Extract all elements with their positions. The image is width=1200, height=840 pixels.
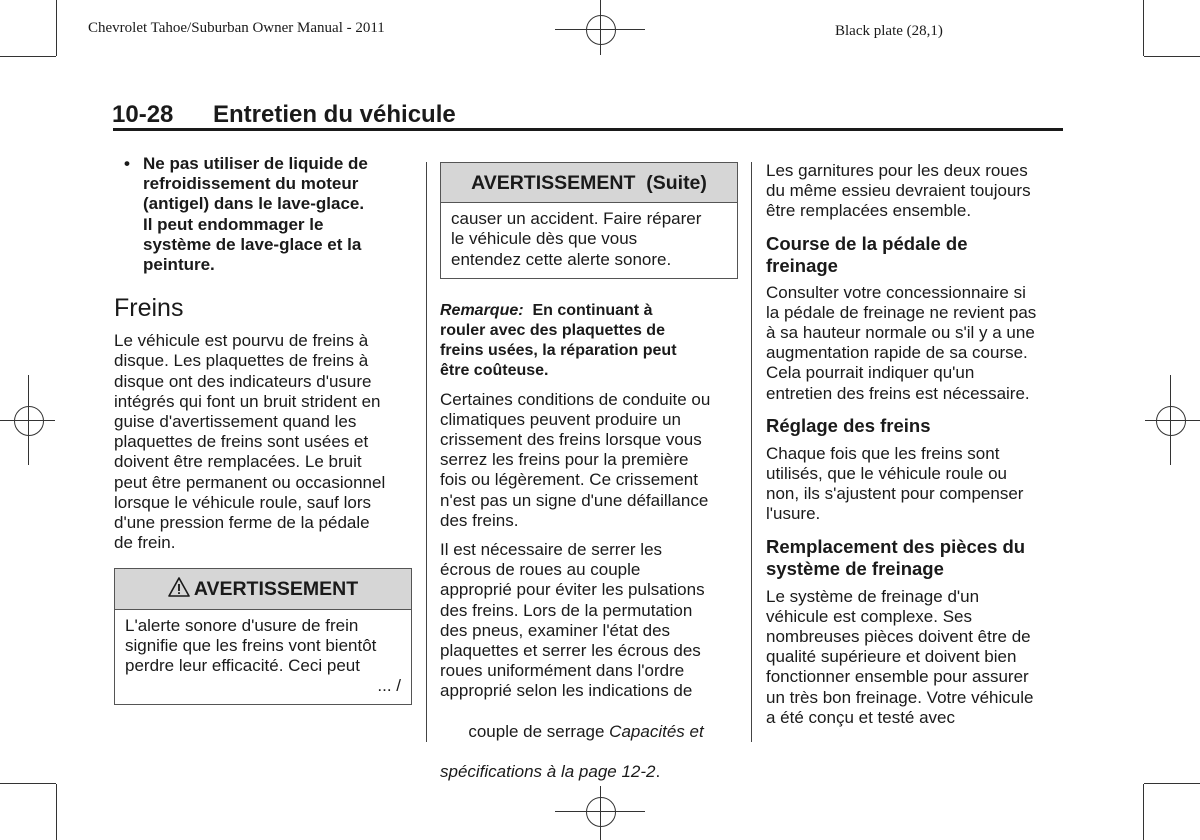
line: des freins. — [440, 510, 519, 530]
line: L'alerte sonore d'usure de frein — [125, 615, 359, 635]
line: perdre leur efficacité. Ceci peut — [125, 656, 360, 676]
line: . — [655, 762, 661, 782]
crop-mark — [56, 784, 57, 840]
line: Consulter votre concessionnaire si — [766, 282, 1026, 302]
heading-reglage: Réglage des freins — [766, 414, 931, 436]
line: approprié selon les indications de — [440, 681, 693, 701]
column-divider — [751, 162, 752, 742]
line: Il peut endommager le — [143, 214, 324, 234]
line: qualité supérieure et doivent bien — [766, 647, 1017, 667]
continued-marker: ... / — [377, 676, 401, 696]
crop-mark — [1143, 784, 1144, 840]
line: utilisés, que le véhicule roule ou — [766, 464, 1007, 484]
line: des pneus, examiner l'état des — [440, 620, 671, 640]
paragraph-remplacement — [766, 587, 1066, 728]
page-number: 10-28 — [112, 101, 174, 128]
line: du même essieu devraient toujours — [766, 181, 1031, 201]
line: de frein. — [114, 533, 176, 553]
line: Remplacement des pièces du — [766, 535, 1026, 557]
paragraph-crissement — [440, 390, 738, 531]
warning-header: AVERTISSEMENT (Suite) — [441, 163, 737, 203]
crop-mark — [1144, 56, 1200, 57]
line: doivent être remplacées. Le bruit — [114, 452, 362, 472]
line: plaquettes et serrer les écrous des — [440, 641, 701, 661]
warning-title: AVERTISSEMENT — [193, 578, 359, 601]
bullet-item — [114, 154, 414, 275]
line: Certaines conditions de conduite ou — [440, 389, 711, 409]
warning-triangle-icon — [168, 577, 190, 597]
line: fonctionner ensemble pour assurer — [766, 667, 1029, 687]
line: Le véhicule est pourvu de freins à — [114, 331, 369, 351]
line: (antigel) dans le lave-glace. — [143, 194, 365, 214]
line: le véhicule dès que vous — [451, 229, 638, 249]
line: couple de serrage — [468, 721, 610, 741]
warning-body — [115, 610, 411, 705]
line: fois ou légèrement. Ce crissement — [440, 470, 698, 490]
line: guise d'avertissement quand les — [114, 412, 357, 432]
line: des freins. Lors de la permutation — [440, 600, 693, 620]
line: Chaque fois que les freins sont — [766, 443, 1000, 463]
remark — [440, 301, 738, 382]
line: entendez cette alerte sonore. — [451, 249, 672, 269]
line: Cela pourrait indiquer qu'un — [766, 363, 975, 383]
crop-mark — [0, 783, 56, 784]
line: lorsque le véhicule roule, sauf lors — [114, 492, 372, 512]
line: crissement des freins lorsque vous — [440, 430, 702, 450]
column-2 — [440, 162, 738, 782]
warning-body — [441, 203, 737, 278]
line: non, ils s'ajustent pour compenser — [766, 484, 1024, 504]
line: roues uniformément dans l'ordre — [440, 661, 685, 681]
bullet-dot-icon: • — [124, 154, 130, 173]
line: Ne pas utiliser de liquide de — [143, 154, 368, 173]
line: serrez les freins pour la première — [440, 450, 689, 470]
line: peut être permanent ou occasionnel — [114, 472, 386, 492]
line: intégrés qui font un bruit strident en — [114, 391, 381, 411]
paragraph-garnitures — [766, 161, 1066, 222]
line: climatiques peuvent produire un — [440, 409, 681, 429]
paragraph-ecrous — [440, 540, 738, 782]
line: approprié pour éviter les pulsations — [440, 580, 705, 600]
crop-mark — [1143, 0, 1144, 56]
line: système de freinage — [766, 557, 944, 579]
line: d'une pression ferme de la pédale — [114, 513, 370, 533]
warning-header — [115, 569, 411, 609]
line: signifie que les freins vont bientôt — [125, 635, 377, 655]
line: peinture. — [143, 255, 215, 275]
line: véhicule est complexe. Ses — [766, 606, 972, 626]
heading-remplacement — [766, 536, 1066, 580]
column-1 — [114, 154, 414, 705]
line: un très bon freinage. Votre véhicule — [766, 687, 1034, 707]
line: freins usées, la réparation peut — [440, 342, 677, 360]
line: refroidissement du moteur — [143, 174, 359, 194]
line: causer un accident. Faire réparer — [451, 209, 702, 229]
line: Course de la pédale de — [766, 232, 968, 254]
line: Il est nécessaire de serrer les — [440, 540, 663, 560]
line: freinage — [766, 254, 838, 276]
crop-mark — [56, 0, 57, 56]
section-title: Entretien du véhicule — [213, 101, 456, 128]
line: n'est pas un signe d'une défaillance — [440, 490, 709, 510]
line: En continuant à — [532, 301, 653, 319]
remark-label: Remarque: — [440, 301, 524, 319]
line: a été conçu et testé avec — [766, 707, 956, 727]
line: Le système de freinage d'un — [766, 586, 980, 606]
warning-box-continued — [440, 162, 738, 279]
line: plaquettes de freins sont usées et — [114, 432, 369, 452]
crop-mark — [1144, 783, 1200, 784]
plate-label: Black plate (28,1) — [835, 23, 943, 39]
line: être remplacées ensemble. — [766, 201, 972, 221]
heading-freins: Freins — [114, 294, 184, 323]
line: augmentation rapide de sa course. — [766, 343, 1028, 363]
line: nombreuses pièces doivent être de — [766, 627, 1031, 647]
line: disque. Les plaquettes de freins à — [114, 351, 369, 371]
line: la pédale de freinage ne revient pas — [766, 302, 1037, 322]
line: Les garnitures pour les deux roues — [766, 161, 1028, 180]
paragraph-course-pedale — [766, 283, 1066, 404]
line: entretien des freins est nécessaire. — [766, 383, 1030, 403]
column-3 — [766, 161, 1066, 728]
line: l'usure. — [766, 504, 821, 524]
line: système de lave-glace et la — [143, 234, 362, 254]
line: disque ont des indicateurs d'usure — [114, 371, 372, 391]
heading-course-pedale — [766, 233, 1066, 277]
line: être coûteuse. — [440, 362, 549, 380]
crop-mark — [0, 56, 56, 57]
line: rouler avec des plaquettes de — [440, 322, 665, 340]
warning-box — [114, 568, 412, 705]
line: écrous de roues au couple — [440, 560, 641, 580]
cross-reference-link[interactable]: Capacités et — [609, 721, 704, 741]
column-divider — [426, 162, 427, 742]
cross-reference-link[interactable]: spécifications à la page 12-2 — [440, 762, 656, 782]
line: à sa hauteur normale ou s'il y a une — [766, 323, 1035, 343]
paragraph-freins — [114, 331, 414, 553]
paragraph-reglage — [766, 444, 1066, 525]
title-rule — [113, 128, 1063, 131]
running-header: Chevrolet Tahoe/Suburban Owner Manual - 2011 — [88, 20, 385, 36]
